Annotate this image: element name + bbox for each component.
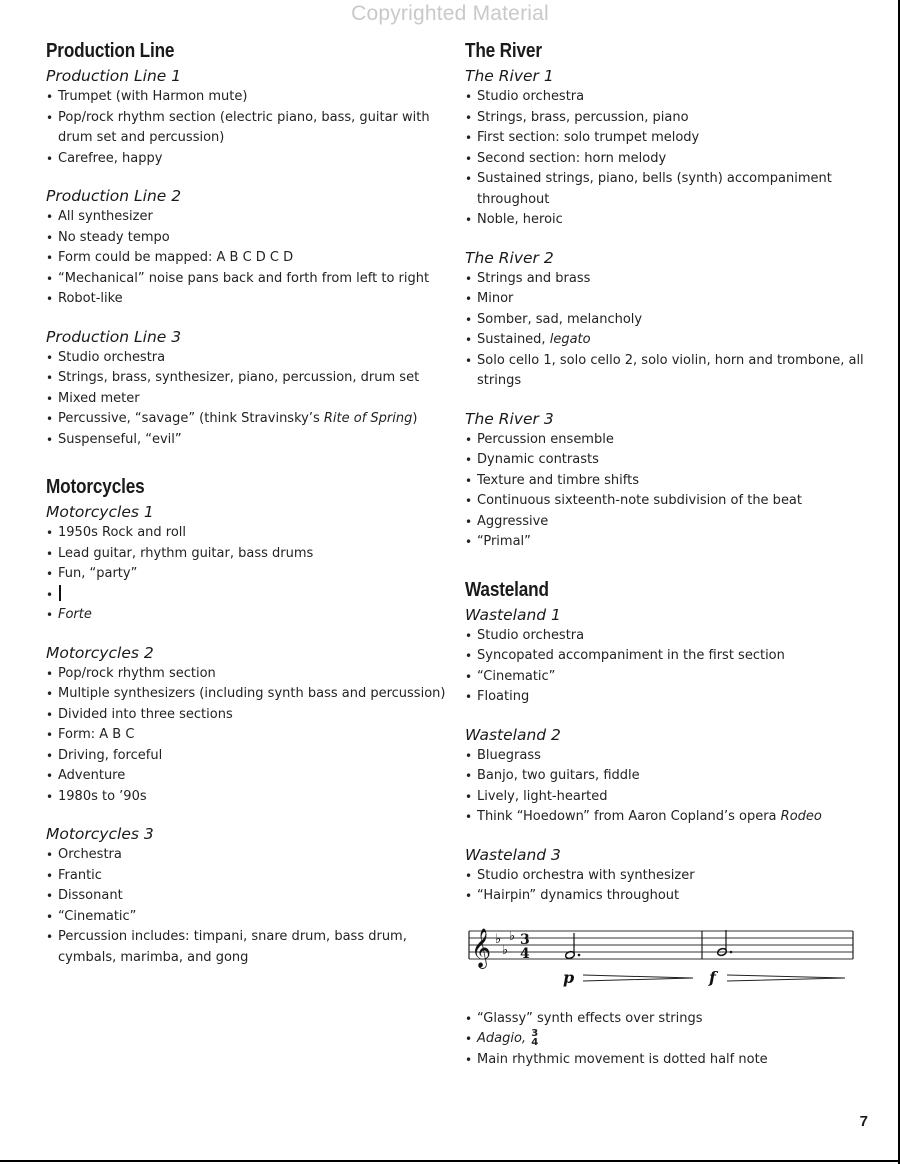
bullet-list xyxy=(465,269,865,392)
list-item xyxy=(465,1029,865,1050)
list-item: • Strings, brass, percussion, piano xyxy=(465,108,865,129)
subsection xyxy=(46,503,446,626)
item-text: Percussive, “savage” (think Stravinsky’s xyxy=(58,411,324,426)
section-title: The River xyxy=(465,40,542,62)
meter-symbol-icon: 3 4 xyxy=(531,1028,539,1048)
subsection xyxy=(46,644,446,808)
list-item: • Strings, brass, synthesizer, piano, percussion, drum set xyxy=(46,368,446,389)
section-title: Wasteland xyxy=(465,578,549,601)
subsection-title: Motorcycles 3 xyxy=(46,825,154,843)
bullet-list xyxy=(46,664,446,808)
subsection xyxy=(46,67,446,169)
list-item: • Noble, heroic xyxy=(465,210,865,231)
section-title: Motorcycles xyxy=(46,476,145,498)
list-item: • “Cinematic” xyxy=(46,907,446,928)
list-item: • Orchestra xyxy=(46,845,446,866)
right-column xyxy=(465,40,865,1096)
list-item: • Somber, sad, melancholy xyxy=(465,310,865,331)
subsection-title: Wasteland 3 xyxy=(465,845,561,864)
list-item: • Studio orchestra with synthesizer xyxy=(465,866,865,887)
list-item: • “Primal” xyxy=(465,532,865,553)
subsection-title: Production Line 3 xyxy=(46,327,182,346)
subsection-title: Wasteland 2 xyxy=(465,725,561,744)
list-item: • Multiple synthesizers (including synth bass and percussion) xyxy=(46,684,446,705)
work-title: Rodeo xyxy=(780,809,822,824)
list-item: • “Hairpin” dynamics throughout xyxy=(465,886,865,907)
list-item: • Form could be mapped: A B C D C D xyxy=(46,248,446,269)
svg-text:4: 4 xyxy=(520,945,530,962)
section-motorcycles xyxy=(46,476,446,968)
subsection-title: The River 3 xyxy=(465,409,554,428)
list-item: • Percussion ensemble xyxy=(465,430,865,451)
dynamic-marking: f xyxy=(709,967,716,987)
list-item xyxy=(465,807,865,828)
bullet-list xyxy=(465,1009,865,1071)
list-item: • Pop/rock rhythm section xyxy=(46,664,446,685)
section-title: Production Line xyxy=(46,40,175,62)
bullet-list xyxy=(46,845,446,968)
page-number: 7 xyxy=(859,1113,868,1130)
list-item: • Second section: horn melody xyxy=(465,149,865,170)
list-item xyxy=(46,585,446,606)
list-item: • Continuous sixteenth-note subdivision of the beat xyxy=(465,491,865,512)
list-item: • Dissonant xyxy=(46,886,446,907)
list-item: • Sustained strings, piano, bells (synth) accompaniment throughout xyxy=(465,169,865,210)
list-item: • “Cinematic” xyxy=(465,667,865,688)
list-item: • “Glassy” synth effects over strings xyxy=(465,1009,865,1030)
bullet-list xyxy=(465,87,865,231)
left-column xyxy=(46,40,446,994)
list-item: • Banjo, two guitars, fiddle xyxy=(465,766,865,787)
bullet-list xyxy=(465,626,865,708)
list-item: • Carefree, happy xyxy=(46,149,446,170)
svg-text:♭: ♭ xyxy=(502,942,509,958)
list-item: • Trumpet (with Harmon mute) xyxy=(46,87,446,108)
bullet-list xyxy=(46,523,446,626)
list-item: • Percussion includes: timpani, snare drum, bass drum, cymbals, marimba, and gong xyxy=(46,927,446,968)
tempo-marking: Adagio, xyxy=(477,1031,531,1046)
list-item: • Minor xyxy=(465,289,865,310)
list-item: • Solo cello 1, solo cello 2, solo violin, horn and trombone, all strings xyxy=(465,351,865,392)
list-item: • Syncopated accompaniment in the first section xyxy=(465,646,865,667)
list-item: • Studio orchestra xyxy=(46,348,446,369)
subsection xyxy=(465,67,865,231)
svg-text:♭: ♭ xyxy=(495,931,502,947)
subsection xyxy=(46,187,446,310)
meter-symbol-icon xyxy=(59,585,61,601)
list-item: • 1980s to ’90s xyxy=(46,787,446,808)
bullet-list xyxy=(46,348,446,451)
list-item: • No steady tempo xyxy=(46,228,446,249)
list-item: • Fun, “party” xyxy=(46,564,446,585)
list-item: • All synthesizer xyxy=(46,207,446,228)
page-border-bottom xyxy=(0,1160,900,1162)
list-item: • Frantic xyxy=(46,866,446,887)
section-production-line xyxy=(46,40,446,450)
work-title: Rite of Spring xyxy=(323,411,413,426)
copyright-watermark: Copyrighted Material xyxy=(351,2,549,25)
subsection-title: The River 1 xyxy=(465,67,554,85)
subsection xyxy=(465,726,865,828)
list-item: • Texture and timbre shifts xyxy=(465,471,865,492)
subsection xyxy=(46,825,446,968)
subsection-title: Production Line 2 xyxy=(46,187,182,205)
bullet-list xyxy=(46,207,446,310)
list-item: • Forte xyxy=(46,605,446,626)
item-text: Sustained, xyxy=(477,332,550,347)
subsection xyxy=(465,846,865,1071)
italic-term: legato xyxy=(549,332,591,347)
subsection xyxy=(465,606,865,708)
subsection-title: Production Line 1 xyxy=(46,67,182,85)
list-item: • Robot-like xyxy=(46,289,446,310)
list-item: • Bluegrass xyxy=(465,746,865,767)
list-item: • Suspenseful, “evil” xyxy=(46,430,446,451)
list-item: • “Mechanical” noise pans back and forth from left to right xyxy=(46,269,446,290)
list-item: • Form: A B C xyxy=(46,725,446,746)
subsection-title: Motorcycles 2 xyxy=(46,643,154,662)
bullet-list xyxy=(46,87,446,169)
subsection xyxy=(465,410,865,553)
list-item: • Dynamic contrasts xyxy=(465,450,865,471)
subsection xyxy=(46,328,446,451)
item-text: Think “Hoedown” from Aaron Copland’s opera xyxy=(477,809,781,824)
list-item: • Lead guitar, rhythm guitar, bass drums xyxy=(46,544,446,565)
item-text: ) xyxy=(412,411,418,426)
list-item: • Floating xyxy=(465,687,865,708)
subsection-title: The River 2 xyxy=(465,248,554,267)
bullet-list xyxy=(465,430,865,553)
list-item: • Studio orchestra xyxy=(465,87,865,108)
list-item xyxy=(465,330,865,351)
music-notation xyxy=(465,921,865,999)
list-item: • Driving, forceful xyxy=(46,746,446,767)
list-item: • Pop/rock rhythm section (electric piano, bass, guitar with drum set and percussion) xyxy=(46,108,446,149)
subsection xyxy=(465,249,865,392)
list-item: • First section: solo trumpet melody xyxy=(465,128,865,149)
list-item: • Lively, light-hearted xyxy=(465,787,865,808)
dynamic-marking: p xyxy=(563,967,575,987)
svg-text:𝄞: 𝄞 xyxy=(471,927,492,968)
staff-notation-icon xyxy=(465,921,857,995)
list-item: • Mixed meter xyxy=(46,389,446,410)
list-item: • Strings and brass xyxy=(465,269,865,290)
list-item: • Main rhythmic movement is dotted half note xyxy=(465,1050,865,1071)
list-item: • Adventure xyxy=(46,766,446,787)
svg-text:3: 3 xyxy=(520,931,530,948)
list-item: • Studio orchestra xyxy=(465,626,865,647)
subsection-title: Motorcycles 1 xyxy=(46,503,154,521)
list-item: • 1950s Rock and roll xyxy=(46,523,446,544)
subsection-title: Wasteland 1 xyxy=(465,605,561,624)
section-the-river xyxy=(465,40,865,553)
bullet-list xyxy=(465,866,865,907)
list-item: • Aggressive xyxy=(465,512,865,533)
list-item: • Divided into three sections xyxy=(46,705,446,726)
svg-text:♭: ♭ xyxy=(509,928,516,944)
list-item xyxy=(46,409,446,430)
section-wasteland xyxy=(465,579,865,1071)
bullet-list xyxy=(465,746,865,828)
